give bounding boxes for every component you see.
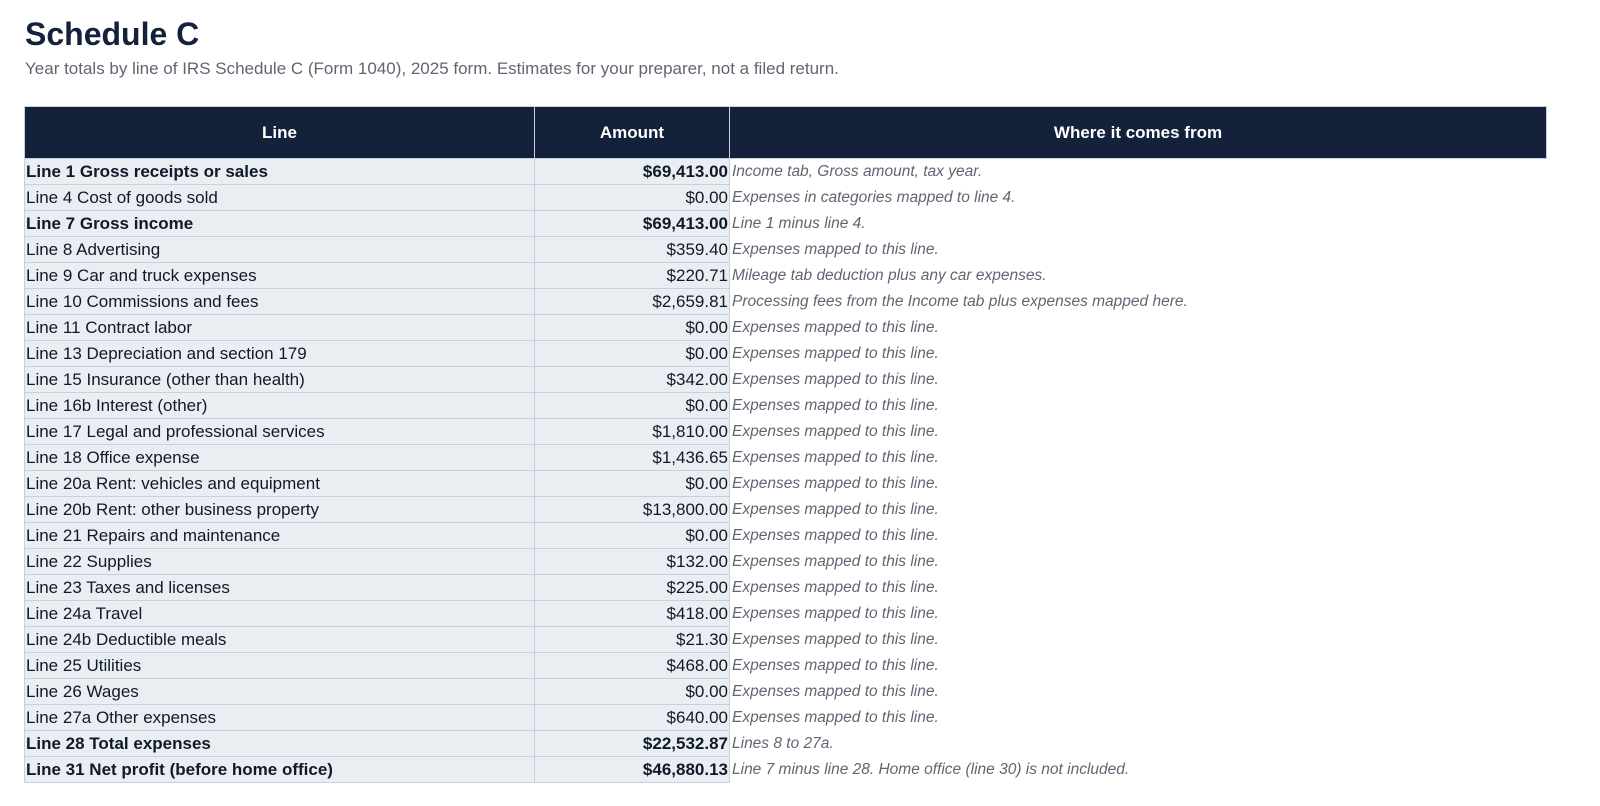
source-note-cell: Mileage tab deduction plus any car expenses. — [730, 263, 1547, 289]
amount-cell: $69,413.00 — [535, 211, 730, 237]
source-note-cell: Line 1 minus line 4. — [730, 211, 1547, 237]
table-row — [25, 497, 1547, 523]
line-label-cell: Line 16b Interest (other) — [25, 393, 535, 419]
table-row — [25, 601, 1547, 627]
table-body — [25, 159, 1547, 783]
table-row — [25, 627, 1547, 653]
amount-cell: $22,532.87 — [535, 731, 730, 757]
source-note-cell: Expenses mapped to this line. — [730, 237, 1547, 263]
schedule-c-table — [24, 106, 1547, 783]
line-label-cell: Line 8 Advertising — [25, 237, 535, 263]
amount-cell: $21.30 — [535, 627, 730, 653]
line-label-cell: Line 24a Travel — [25, 601, 535, 627]
line-label-cell: Line 11 Contract labor — [25, 315, 535, 341]
source-note-cell: Expenses mapped to this line. — [730, 419, 1547, 445]
table-row — [25, 757, 1547, 783]
source-note-cell: Expenses in categories mapped to line 4. — [730, 185, 1547, 211]
amount-cell: $342.00 — [535, 367, 730, 393]
line-label-cell: Line 25 Utilities — [25, 653, 535, 679]
amount-cell: $0.00 — [535, 315, 730, 341]
amount-cell: $1,810.00 — [535, 419, 730, 445]
line-label-cell: Line 31 Net profit (before home office) — [25, 757, 535, 783]
amount-cell: $0.00 — [535, 471, 730, 497]
source-note-cell: Expenses mapped to this line. — [730, 601, 1547, 627]
table-row — [25, 471, 1547, 497]
table-row — [25, 705, 1547, 731]
line-label-cell: Line 18 Office expense — [25, 445, 535, 471]
table-row — [25, 445, 1547, 471]
amount-cell: $0.00 — [535, 679, 730, 705]
source-note-cell: Expenses mapped to this line. — [730, 679, 1547, 705]
line-label-cell: Line 23 Taxes and licenses — [25, 575, 535, 601]
source-note-cell: Processing fees from the Income tab plus expenses mapped here. — [730, 289, 1547, 315]
source-note-cell: Expenses mapped to this line. — [730, 653, 1547, 679]
source-note-cell: Expenses mapped to this line. — [730, 575, 1547, 601]
line-label-cell: Line 20a Rent: vehicles and equipment — [25, 471, 535, 497]
amount-cell: $69,413.00 — [535, 159, 730, 185]
line-label-cell: Line 9 Car and truck expenses — [25, 263, 535, 289]
line-label-cell: Line 15 Insurance (other than health) — [25, 367, 535, 393]
table-row — [25, 367, 1547, 393]
line-label-cell: Line 26 Wages — [25, 679, 535, 705]
table-row — [25, 341, 1547, 367]
table-row — [25, 237, 1547, 263]
line-label-cell: Line 22 Supplies — [25, 549, 535, 575]
line-label-cell: Line 17 Legal and professional services — [25, 419, 535, 445]
amount-cell: $418.00 — [535, 601, 730, 627]
table-header — [25, 107, 1547, 159]
amount-cell: $225.00 — [535, 575, 730, 601]
line-label-cell: Line 10 Commissions and fees — [25, 289, 535, 315]
line-label-cell: Line 24b Deductible meals — [25, 627, 535, 653]
table-row — [25, 549, 1547, 575]
table-row — [25, 731, 1547, 757]
source-note-cell: Expenses mapped to this line. — [730, 497, 1547, 523]
source-note-cell: Expenses mapped to this line. — [730, 445, 1547, 471]
source-note-cell: Expenses mapped to this line. — [730, 315, 1547, 341]
source-note-cell: Expenses mapped to this line. — [730, 523, 1547, 549]
line-label-cell: Line 27a Other expenses — [25, 705, 535, 731]
amount-cell: $0.00 — [535, 523, 730, 549]
amount-cell: $220.71 — [535, 263, 730, 289]
amount-cell: $468.00 — [535, 653, 730, 679]
source-note-cell: Line 7 minus line 28. Home office (line 30) is not included. — [730, 757, 1547, 783]
table-row — [25, 159, 1547, 185]
line-label-cell: Line 1 Gross receipts or sales — [25, 159, 535, 185]
line-label-cell: Line 7 Gross income — [25, 211, 535, 237]
table-row — [25, 185, 1547, 211]
amount-cell: $13,800.00 — [535, 497, 730, 523]
amount-cell: $1,436.65 — [535, 445, 730, 471]
table-row — [25, 263, 1547, 289]
table-row — [25, 575, 1547, 601]
header-row — [25, 107, 1547, 159]
source-note-cell: Lines 8 to 27a. — [730, 731, 1547, 757]
source-note-cell: Expenses mapped to this line. — [730, 393, 1547, 419]
amount-cell: $132.00 — [535, 549, 730, 575]
table-row — [25, 653, 1547, 679]
line-label-cell: Line 13 Depreciation and section 179 — [25, 341, 535, 367]
amount-cell: $640.00 — [535, 705, 730, 731]
source-note-cell: Expenses mapped to this line. — [730, 549, 1547, 575]
source-note-cell: Expenses mapped to this line. — [730, 627, 1547, 653]
amount-cell: $2,659.81 — [535, 289, 730, 315]
table-row — [25, 523, 1547, 549]
line-label-cell: Line 4 Cost of goods sold — [25, 185, 535, 211]
line-label-cell: Line 28 Total expenses — [25, 731, 535, 757]
table-row — [25, 211, 1547, 237]
source-note-cell: Expenses mapped to this line. — [730, 471, 1547, 497]
table-row — [25, 315, 1547, 341]
amount-cell: $46,880.13 — [535, 757, 730, 783]
column-header-source: Where it comes from — [730, 107, 1547, 159]
line-label-cell: Line 21 Repairs and maintenance — [25, 523, 535, 549]
amount-cell: $359.40 — [535, 237, 730, 263]
column-header-line: Line — [25, 107, 535, 159]
page-subtitle: Year totals by line of IRS Schedule C (Form 1040), 2025 form. Estimates for your preparer, not a filed return. — [25, 59, 839, 78]
table-row — [25, 419, 1547, 445]
amount-cell: $0.00 — [535, 393, 730, 419]
source-note-cell: Expenses mapped to this line. — [730, 341, 1547, 367]
line-label-cell: Line 20b Rent: other business property — [25, 497, 535, 523]
amount-cell: $0.00 — [535, 341, 730, 367]
source-note-cell: Expenses mapped to this line. — [730, 367, 1547, 393]
page-title: Schedule C — [25, 16, 200, 52]
table-row — [25, 679, 1547, 705]
amount-cell: $0.00 — [535, 185, 730, 211]
source-note-cell: Expenses mapped to this line. — [730, 705, 1547, 731]
table-row — [25, 289, 1547, 315]
column-header-amount: Amount — [535, 107, 730, 159]
source-note-cell: Income tab, Gross amount, tax year. — [730, 159, 1547, 185]
table-row — [25, 393, 1547, 419]
